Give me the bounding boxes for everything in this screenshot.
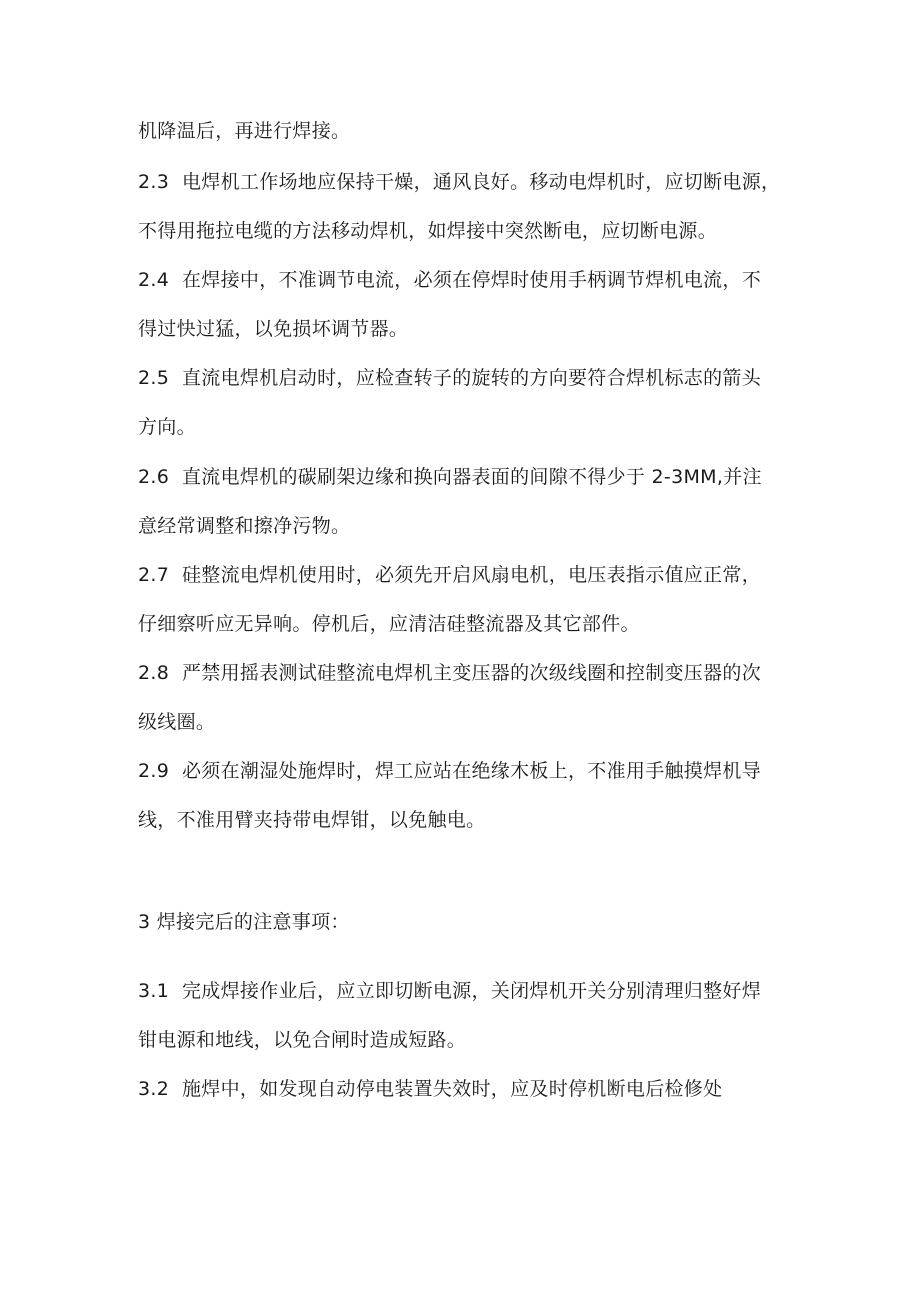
clause-number: 2.5 <box>138 367 170 389</box>
line-text: 仔细察听应无异响。停机后，应清洁硅整流器及其它部件。 <box>138 613 640 635</box>
section-heading-text: 3 焊接完后的注意事项： <box>138 911 350 933</box>
text-line <box>138 415 798 439</box>
line-text: 电焊机工作场地应保持干燥，通风良好。移动电焊机时，应切断电源， <box>182 171 781 193</box>
line-text: 直流电焊机启动时，应检查转子的旋转的方向要符合焊机标志的箭头 <box>182 367 762 389</box>
clause-number: 3.1 <box>138 980 170 1002</box>
line-text: 必须在潮湿处施焊时，焊工应站在绝缘木板上，不准用手触摸焊机导 <box>182 760 762 782</box>
line-text: 级线圈。 <box>138 711 216 733</box>
clause-number: 2.6 <box>138 466 170 488</box>
line-text: 线，不准用臂夹持带电焊钳，以免触电。 <box>138 809 486 831</box>
line-text: 方向。 <box>138 416 196 438</box>
clause-3-1 <box>138 979 798 1003</box>
clause-number: 2.7 <box>138 564 170 586</box>
text-line <box>138 612 798 636</box>
line-text: 硅整流电焊机使用时，必须先开启风扇电机，电压表指示值应正常， <box>182 564 762 586</box>
clause-number: 2.9 <box>138 760 170 782</box>
line-text: 完成焊接作业后，应立即切断电源，关闭焊机开关分别清理归整好焊 <box>182 980 762 1002</box>
text-line <box>138 1028 798 1052</box>
text-line <box>138 219 798 243</box>
clause-2-8 <box>138 661 798 685</box>
clause-3-2 <box>138 1077 798 1101</box>
line-text: 严禁用摇表测试硅整流电焊机主变压器的次级线圈和控制变压器的次 <box>182 662 762 684</box>
text-line <box>138 514 798 538</box>
text-line <box>138 808 798 832</box>
line-text: 机降温后，再进行焊接。 <box>138 120 351 142</box>
clause-number: 3.2 <box>138 1078 170 1100</box>
line-text: 直流电焊机的碳刷架边缘和换向器表面的间隙不得少于 2-3MM,并注 <box>182 466 762 488</box>
line-text: 不得用拖拉电缆的方法移动焊机，如焊接中突然断电，应切断电源。 <box>138 220 718 242</box>
line-text: 钳电源和地线，以免合闸时造成短路。 <box>138 1029 467 1051</box>
line-text: 得过快过猛，以免损坏调节器。 <box>138 318 409 340</box>
line-text: 施焊中，如发现自动停电装置失效时，应及时停机断电后检修处 <box>182 1078 723 1100</box>
line-text: 意经常调整和擦净污物。 <box>138 515 351 537</box>
clause-number: 2.3 <box>138 171 170 193</box>
text-line <box>138 710 798 734</box>
line-text: 在焊接中，不准调节电流，必须在停焊时使用手柄调节焊机电流，不 <box>182 269 762 291</box>
clause-number: 2.8 <box>138 662 170 684</box>
clause-2-7 <box>138 563 798 587</box>
text-line <box>138 317 798 341</box>
clause-number: 2.4 <box>138 269 170 291</box>
clause-2-3 <box>138 170 798 194</box>
section-heading-3 <box>138 910 798 934</box>
clause-2-4 <box>138 268 798 292</box>
clause-2-5 <box>138 366 798 390</box>
text-line <box>138 119 798 143</box>
clause-2-6 <box>138 465 798 489</box>
clause-2-9 <box>138 759 798 783</box>
